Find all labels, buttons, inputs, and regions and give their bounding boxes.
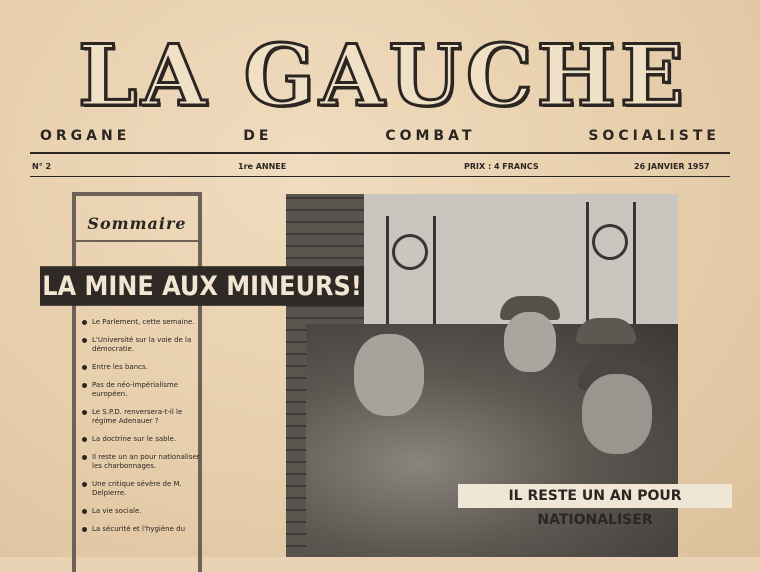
list-item xyxy=(80,525,200,534)
bullet-icon xyxy=(82,320,87,325)
miner-face xyxy=(504,312,556,372)
bullet-icon xyxy=(82,410,87,415)
list-item xyxy=(80,381,200,399)
divider xyxy=(76,240,198,242)
sommaire-title: Sommaire xyxy=(87,214,187,233)
list-item xyxy=(80,336,200,354)
list-item-text: Pas de néo-impérialisme européen. xyxy=(92,381,179,398)
issue-date: 26 JANVIER 1957 xyxy=(634,162,710,171)
list-item-text: Le S.P.D. renversera-t-il le régime Adenauer ? xyxy=(92,408,183,425)
headline: LA MINE AUX MINEURS! xyxy=(40,266,364,306)
list-item-text: L'Université sur la voie de la démocratie. xyxy=(92,336,192,353)
divider xyxy=(30,152,730,154)
winding-wheel xyxy=(392,234,428,270)
masthead-subtitle xyxy=(40,128,720,148)
bullet-icon xyxy=(82,509,87,514)
list-item xyxy=(80,408,200,426)
list-item-text: La vie sociale. xyxy=(92,507,142,515)
bullet-icon xyxy=(82,383,87,388)
bullet-icon xyxy=(82,455,87,460)
list-item xyxy=(80,480,200,498)
winding-wheel xyxy=(592,224,628,260)
list-item-text: La doctrine sur le sable. xyxy=(92,435,177,443)
bullet-icon xyxy=(82,338,87,343)
list-item xyxy=(80,318,200,327)
list-item-text: Le Parlement, cette semaine. xyxy=(92,318,195,326)
subtitle-word: DE xyxy=(243,128,273,144)
issue-year: 1re ANNEE xyxy=(238,162,287,171)
issue-price: PRIX : 4 FRANCS xyxy=(464,162,539,171)
sommaire-list xyxy=(80,318,200,543)
miner-face xyxy=(582,374,652,454)
list-item-text: La sécurité et l'hygiène du xyxy=(92,525,186,533)
miner-helmet xyxy=(576,318,636,344)
list-item-text: Une critique sévère de M. Delpierre. xyxy=(92,480,182,497)
bullet-icon xyxy=(82,482,87,487)
bullet-icon xyxy=(82,365,87,370)
list-item-text: Il reste un an pour nationaliser les charbonnages. xyxy=(92,453,200,470)
divider xyxy=(30,176,730,177)
bullet-icon xyxy=(82,527,87,532)
list-item xyxy=(80,453,200,471)
list-item-text: Entre les bancs. xyxy=(92,363,148,371)
masthead-title: LA GAUCHE xyxy=(78,26,688,125)
issue-number: N° 2 xyxy=(32,162,52,171)
subtitle-word: SOCIALISTE xyxy=(588,128,720,144)
list-item xyxy=(80,435,200,444)
list-item xyxy=(80,363,200,372)
miner-face xyxy=(354,334,424,416)
list-item xyxy=(80,507,200,516)
subtitle-word: COMBAT xyxy=(385,128,476,144)
bullet-icon xyxy=(82,437,87,442)
subtitle-word: ORGANE xyxy=(40,128,131,144)
photo-caption: IL RESTE UN AN POUR NATIONALISER xyxy=(458,484,732,508)
